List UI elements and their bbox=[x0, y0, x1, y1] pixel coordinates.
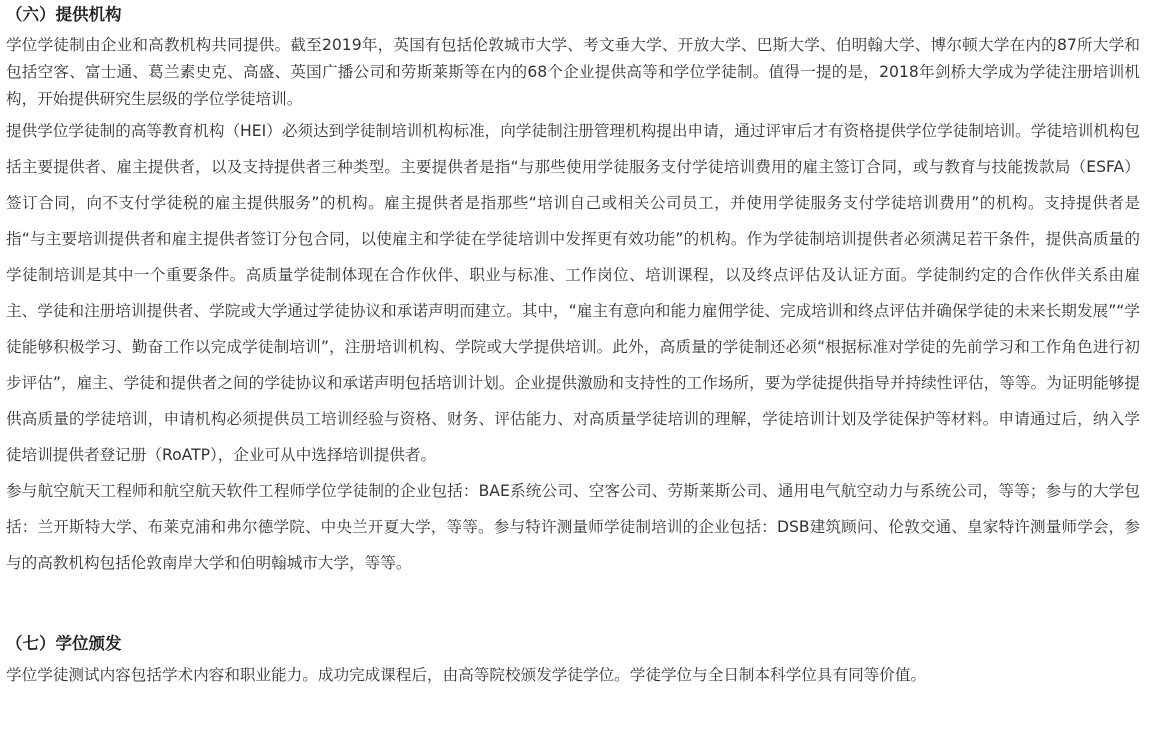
section-spacer bbox=[6, 581, 1140, 629]
section-degree-award bbox=[6, 629, 1140, 692]
section-heading-providers: （六）提供机构 bbox=[6, 5, 122, 24]
section-providers bbox=[6, 0, 1140, 581]
paragraph-provider-requirements: 提供学位学徒制的高等教育机构（HEI）必须达到学徒制培训机构标准，向学徒制注册管理机构提出申请，通过评审后才有资格提供学位学徒制培训。学徒培训机构包括主要提供者、雇主提供者，以及支持提供者三种类型。主要提供者是指“与那些使用学徒服务支付学徒培训费用的雇主签订合同，或与教育与技能拨款局（ESFA）签订合同，向不支付学徒税的雇主提供服务”的机构。雇主提供者是指那些“培训自己或相关公司员工，并使用学徒服务支付学徒培训费用”的机构。支持提供者是指“与主要培训提供者和雇主提供者签订分包合同，以使雇主和学徒在学徒培训中发挥更有效功能”的机构。作为学徒制培训提供者必须满足若干条件，提供高质量的学徒制培训是其中一个重要条件。高质量学徒制体现在合作伙伴、职业与标准、工作岗位、培训课程，以及终点评估及认证方面。学徒制约定的合作伙伴关系由雇主、学徒和注册培训提供者、学院或大学通过学徒协议和承诺声明而建立。其中，“雇主有意向和能力雇佣学徒、完成培训和终点评估并确保学徒的未来长期发展”“学徒能够积极学习、勤奋工作以完成学徒制培训”，注册培训机构、学院或大学提供培训。此外，高质量的学徒制还必须“根据标准对学徒的先前学习和工作角色进行初步评估”，雇主、学徒和提供者之间的学徒协议和承诺声明包括培训计划。企业提供激励和支持性的工作场所，要为学徒提供指导并持续性评估，等等。为证明能够提供高质量的学徒培训，申请机构必须提供员工培训经验与资格、财务、评估能力、对高质量学徒培训的理解，学徒培训计划及学徒保护等材料。申请通过后，纳入学徒培训提供者登记册（RoATP），企业可从中选择培训提供者。 bbox=[6, 122, 1140, 464]
section-heading-degree-award: （七）学位颁发 bbox=[6, 634, 122, 653]
paragraph-degree-award: 学位学徒测试内容包括学术内容和职业能力。成功完成课程后，由高等院校颁发学徒学位。学徒学位与全日制本科学位具有同等价值。 bbox=[6, 666, 927, 684]
paragraph-providers-overview: 学位学徒制由企业和高教机构共同提供。截至2019年，英国有包括伦敦城市大学、考文垂大学、开放大学、巴斯大学、伯明翰大学、博尔顿大学在内的87所大学和包括空客、富士通、葛兰素史克、高盛、英国广播公司和劳斯莱斯等在内的68个企业提供高等和学位学徒制。值得一提的是，2018年剑桥大学成为学徒注册培训机构，开始提供研究生层级的学位学徒培训。 bbox=[6, 36, 1140, 108]
paragraph-participating-organizations: 参与航空航天工程师和航空航天软件工程师学位学徒制的企业包括：BAE系统公司、空客公司、劳斯莱斯公司、通用电气航空动力与系统公司，等等；参与的大学包括：兰开斯特大学、布莱克浦和弗尔德学院、中央兰开夏大学，等等。参与特许测量师学徒制培训的企业包括：DSB建筑顾问、伦敦交通、皇家特许测量师学会，参与的高教机构包括伦敦南岸大学和伯明翰城市大学，等等。 bbox=[6, 482, 1140, 572]
